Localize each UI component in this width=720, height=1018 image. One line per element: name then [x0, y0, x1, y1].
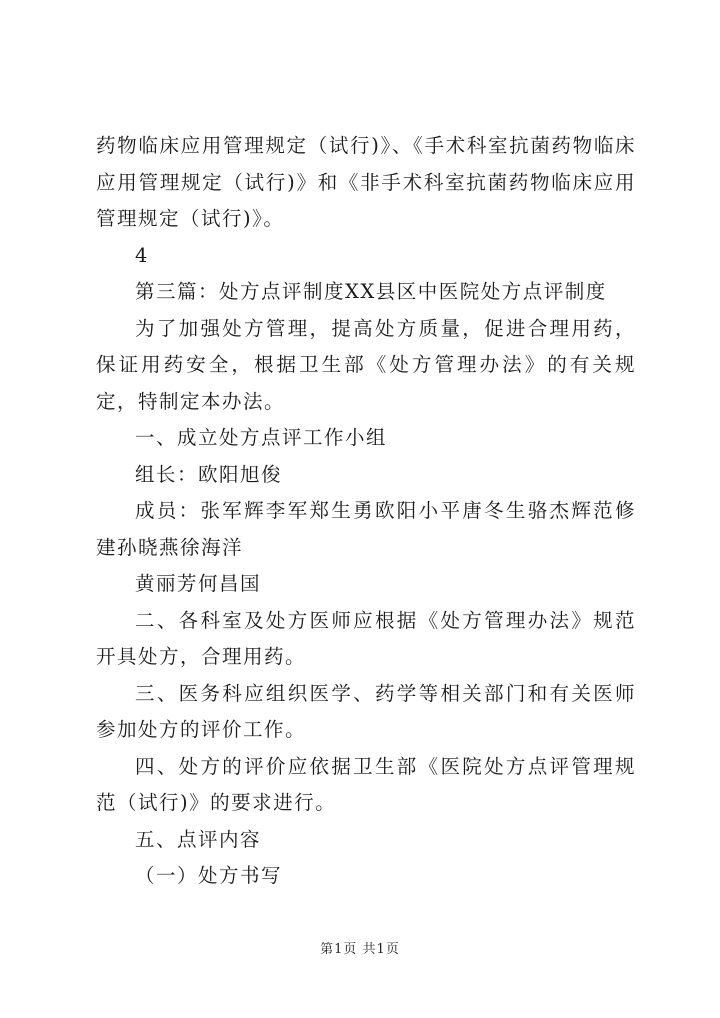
list-item-4: 四、处方的评价应依据卫生部《医院处方点评管理规范（试行)》的要求进行。 — [96, 754, 636, 814]
document-body — [96, 128, 636, 895]
page-footer: 第1页 共1页 — [320, 942, 400, 957]
group-leader: 组长：欧阳旭俊 — [135, 462, 283, 486]
list-item-5: 五、点评内容 — [135, 827, 262, 851]
sub-item-1: （一）处方书写 — [135, 864, 283, 887]
page-number-marker: 4 — [135, 243, 149, 267]
group-members-continued: 黄丽芳何昌国 — [135, 572, 262, 595]
paragraph-intro: 为了加强处方管理，提高处方质量，促进合理用药，保证用药安全，根据卫生部《处方管理办法》的有关规定，特制定本办法。 — [96, 316, 636, 413]
paragraph-continuation: 药物临床应用管理规定（试行)》、《手术科室抗菌药物临床应用管理规定（试行)》和《非手术科室抗菌药物临床应用管理规定（试行)》。 — [96, 134, 636, 230]
group-members: 成员：张军辉李军郑生勇欧阳小平唐冬生骆杰辉范修建孙晓燕徐海洋 — [96, 499, 636, 559]
list-item-1: 一、成立处方点评工作小组 — [135, 426, 388, 449]
list-item-2: 二、各科室及处方医师应根据《处方管理办法》规范开具处方，合理用药。 — [96, 608, 636, 668]
list-item-3: 三、医务科应组织医学、药学等相关部门和有关医师参加处方的评价工作。 — [96, 681, 636, 741]
section-heading: 第三篇：处方点评制度XX县区中医院处方点评制度 — [135, 280, 607, 303]
